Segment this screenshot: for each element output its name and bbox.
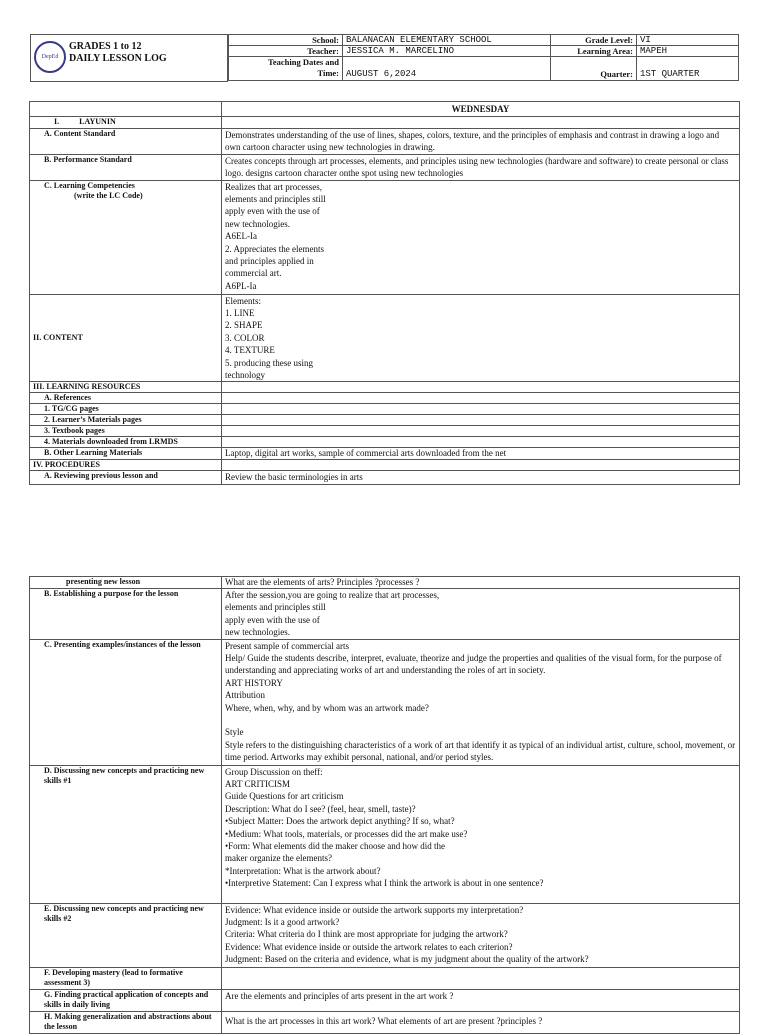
purpose-value: After the session,you are going to realize that art processes, elements and principles still apply even with the use of new technologies. bbox=[222, 589, 740, 640]
mastery-value bbox=[222, 967, 740, 989]
header-logo-block bbox=[30, 34, 228, 82]
lrmds-value bbox=[222, 437, 740, 448]
dates-label bbox=[229, 57, 343, 81]
textbook-pages-label: 3. Textbook pages bbox=[30, 426, 222, 437]
competencies-value: Realizes that art processes, elements and principles still apply even with the use of new technologies. A6EL-Ia 2. Appreciates the elements and principles applied in commercial art. A6PL-Ia bbox=[222, 180, 740, 294]
school-label: School: bbox=[229, 35, 343, 46]
resources-value bbox=[222, 382, 740, 393]
layunin-label: I. LAYUNIN bbox=[30, 117, 222, 129]
dates-label-line1: Teaching Dates and bbox=[267, 57, 339, 67]
tg-pages-value bbox=[222, 404, 740, 415]
procedures-value bbox=[222, 460, 740, 471]
dates-label-line2: Time: bbox=[317, 68, 339, 78]
header-title-line1: GRADES 1 to 12 bbox=[69, 41, 142, 52]
content-standard-value: Demonstrates understanding of the use of lines, shapes, colors, texture, and the principles of emphasis and contrast in drawing a logo and own cartoon character using new technologies in drawing. bbox=[222, 129, 740, 155]
competencies-label-line1: C. Learning Competencies bbox=[44, 180, 135, 190]
deped-seal-icon: DepEd bbox=[34, 41, 66, 73]
textbook-pages-value bbox=[222, 426, 740, 437]
competencies-label bbox=[30, 180, 222, 294]
quarter-value: 1ST QUARTER bbox=[637, 57, 739, 81]
other-materials-value: Laptop, digital art works, sample of commercial arts downloaded from the net bbox=[222, 448, 740, 460]
tg-pages-label: 1. TG/CG pages bbox=[30, 404, 222, 415]
resources-label: III. LEARNING RESOURCES bbox=[30, 382, 222, 393]
performance-standard-value: Creates concepts through art processes, elements, and principles using new technologies (hardware and software) to create personal or class logo. designs cartoon character onthe spot using new technologies bbox=[222, 154, 740, 180]
discussing1-value: Group Discussion on theff: ART CRITICISM Guide Questions for art criticism Description: What do I see? (feel, hear, smell, taste)? •Subject Matter: Does the artwork depict anything? If so, what? •Medium: What tools, materials, or processes did the art make use? •Form: What elements did the maker choose and how did the maker organize the elements? *Interpretation: What is the artwork about? •Interpretive Statement: Can I express what I think the artwork is about in one sentence? bbox=[222, 765, 740, 903]
examples-value: Present sample of commercial arts Help/ Guide the students describe, interpret, evaluate, theorize and judge the properties and qualities of the visual form, for the purpose of understanding and appreciating works of art and understanding the roles of art in society. ART HISTORY Attribution Where, when, why, and by whom was an artwork made? Style Style refers to the distinguishing characteristics of a work of art that identify it as typical of an individual artist, culture, school, movement, or time period. Artworks may exhibit personal, national, and/or period styles. bbox=[222, 639, 740, 765]
discussing1-label: D. Discussing new concepts and practicing new skills #1 bbox=[30, 765, 222, 903]
practical-label: G. Finding practical application of concepts and skills in daily living bbox=[30, 989, 222, 1011]
area-label: Learning Area: bbox=[551, 46, 637, 57]
teacher-value: JESSICA M. MARCELINO bbox=[343, 46, 551, 57]
lrmds-label: 4. Materials downloaded from LRMDS bbox=[30, 437, 222, 448]
discussing2-value: Evidence: What evidence inside or outside the artwork supports my interpretation? Judgment: Is it a good artwork? Criteria: What criteria do I think are most appropriate for judging the artwork? Evidence: What evidence inside or outside the artwork relates to each criterion? Judgment: Based on the criteria and evidence, what is my judgment about the quality of the artwork? bbox=[222, 903, 740, 967]
lesson-table-2 bbox=[29, 576, 740, 1034]
lesson-table-1 bbox=[29, 101, 740, 485]
content-label: II. CONTENT bbox=[30, 294, 222, 382]
reviewing-label: A. Reviewing previous lesson and bbox=[30, 471, 222, 484]
layunin-value bbox=[222, 117, 740, 129]
other-materials-label: B. Other Learning Materials bbox=[30, 448, 222, 460]
dates-value: AUGUST 6,2024 bbox=[343, 57, 551, 81]
practical-value: Are the elements and principles of arts present in the art work ? bbox=[222, 989, 740, 1011]
school-value: BALANACAN ELEMENTARY SCHOOL bbox=[343, 35, 551, 46]
lm-pages-label: 2. Learner’s Materials pages bbox=[30, 415, 222, 426]
discussing2-label: E. Discussing new concepts and practicing new skills #2 bbox=[30, 903, 222, 967]
lm-pages-value bbox=[222, 415, 740, 426]
reviewing-value: Review the basic terminologies in arts bbox=[222, 471, 740, 484]
generalization-value: What is the art processes in this art work? What elements of art are present ?principles ? bbox=[222, 1011, 740, 1033]
content-value: Elements: 1. LINE 2. SHAPE 3. COLOR 4. TEXTURE 5. producing these using technology bbox=[222, 294, 740, 382]
area-value: MAPEH bbox=[637, 46, 739, 57]
purpose-label: B. Establishing a purpose for the lesson bbox=[30, 589, 222, 640]
content-standard-label: A. Content Standard bbox=[30, 129, 222, 155]
header-title-line2: DAILY LESSON LOG bbox=[69, 53, 167, 64]
examples-label: C. Presenting examples/instances of the lesson bbox=[30, 639, 222, 765]
quarter-label: Quarter: bbox=[551, 57, 637, 81]
header-empty-cell bbox=[30, 102, 222, 117]
performance-standard-label: B. Performance Standard bbox=[30, 154, 222, 180]
grade-value: VI bbox=[637, 35, 739, 46]
presenting-value: What are the elements of arts? Principles ?processes ? bbox=[222, 577, 740, 589]
generalization-label: H. Making generalization and abstractions about the lesson bbox=[30, 1011, 222, 1033]
day-header: WEDNESDAY bbox=[222, 102, 740, 117]
mastery-label: F. Developing mastery (lead to formative assessment 3) bbox=[30, 967, 222, 989]
header-info-table bbox=[228, 34, 739, 81]
references-label: A. References bbox=[30, 393, 222, 404]
references-value bbox=[222, 393, 740, 404]
competencies-label-line2: (write the LC Code) bbox=[74, 190, 143, 200]
grade-label: Grade Level: bbox=[551, 35, 637, 46]
procedures-label: IV. PROCEDURES bbox=[30, 460, 222, 471]
teacher-label: Teacher: bbox=[229, 46, 343, 57]
presenting-label: presenting new lesson bbox=[30, 577, 222, 589]
